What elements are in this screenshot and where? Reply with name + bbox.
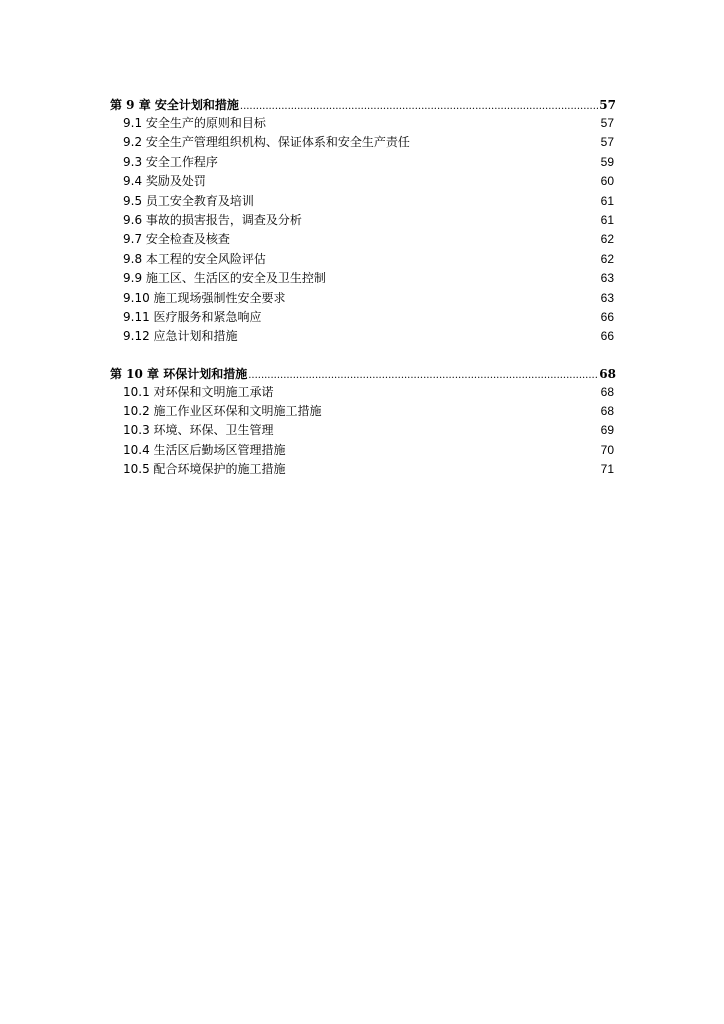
toc-entry-page: 68 — [600, 384, 614, 399]
toc-entry-label: 9.5 员工安全教育及培训 — [123, 193, 254, 208]
toc-entry[interactable] — [110, 114, 616, 133]
table-of-contents — [110, 96, 616, 480]
toc-entry[interactable] — [110, 421, 616, 440]
toc-entry-page: 63 — [600, 271, 614, 286]
toc-entry-page: 57 — [600, 116, 614, 130]
dot-leader — [240, 101, 598, 112]
toc-entry-label: 9.2 安全生产管理组织机构、保证体系和安全生产责任 — [123, 135, 410, 150]
toc-entry-page: 70 — [600, 442, 614, 457]
toc-entry-page: 57 — [600, 135, 614, 150]
dot-leader — [248, 370, 598, 381]
toc-entry[interactable] — [110, 192, 616, 211]
toc-entry[interactable] — [110, 383, 616, 402]
toc-entry[interactable] — [110, 327, 616, 346]
toc-entry-page: 66 — [600, 329, 614, 344]
toc-entry-page: 63 — [600, 290, 614, 305]
toc-entry-label: 10.2 施工作业区环保和文明施工措施 — [123, 404, 322, 419]
chapter-page-number: 57 — [599, 98, 616, 112]
toc-entry-label: 10.4 生活区后勤场区管理措施 — [123, 442, 286, 457]
toc-entry-page: 61 — [600, 212, 614, 227]
toc-entry-label: 9.1 安全生产的原则和目标 — [123, 116, 266, 130]
toc-entry-page: 62 — [600, 232, 614, 247]
toc-entry-page: 59 — [600, 154, 614, 169]
toc-entry-page: 66 — [600, 309, 614, 324]
toc-entry[interactable] — [110, 133, 616, 152]
chapter-title: 第 9 章 安全计划和措施 — [110, 98, 239, 112]
chapter-page-number: 68 — [599, 366, 616, 381]
chapter-heading[interactable] — [110, 96, 616, 114]
toc-entry[interactable] — [110, 441, 616, 460]
toc-entry[interactable] — [110, 308, 616, 327]
toc-entry[interactable] — [110, 250, 616, 269]
toc-entry-page: 69 — [600, 423, 614, 438]
section-spacer — [110, 347, 616, 365]
toc-entry[interactable] — [110, 153, 616, 172]
toc-entry-page: 60 — [600, 174, 614, 189]
toc-entry-label: 10.5 配合环境保护的施工措施 — [123, 462, 286, 477]
toc-entry-page: 62 — [600, 251, 614, 266]
toc-entry-page: 68 — [600, 404, 614, 419]
toc-entry-page: 71 — [600, 462, 614, 477]
toc-entry[interactable] — [110, 211, 616, 230]
toc-entry[interactable] — [110, 269, 616, 288]
toc-entry-label: 9.8 本工程的安全风险评估 — [123, 251, 266, 266]
toc-entry-label: 9.10 施工现场强制性安全要求 — [123, 290, 286, 305]
toc-entry-label: 10.1 对环保和文明施工承诺 — [123, 384, 274, 399]
toc-entry[interactable] — [110, 402, 616, 421]
toc-entry-label: 9.7 安全检查及核查 — [123, 232, 230, 247]
toc-entry-label: 9.4 奖励及处罚 — [123, 174, 206, 189]
chapter-heading[interactable] — [110, 365, 616, 383]
toc-entry-label: 9.3 安全工作程序 — [123, 154, 218, 169]
toc-entry[interactable] — [110, 460, 616, 479]
toc-entry[interactable] — [110, 230, 616, 249]
toc-entry-label: 9.12 应急计划和措施 — [123, 329, 238, 344]
toc-entry[interactable] — [110, 289, 616, 308]
toc-entry[interactable] — [110, 172, 616, 191]
chapter-title: 第 10 章 环保计划和措施 — [110, 366, 248, 381]
toc-entry-page: 61 — [600, 193, 614, 208]
toc-entry-label: 10.3 环境、环保、卫生管理 — [123, 423, 274, 438]
toc-entry-label: 9.11 医疗服务和紧急响应 — [123, 309, 262, 324]
toc-entry-label: 9.9 施工区、生活区的安全及卫生控制 — [123, 271, 326, 286]
toc-entry-label: 9.6 事故的损害报告，调查及分析 — [123, 212, 302, 227]
